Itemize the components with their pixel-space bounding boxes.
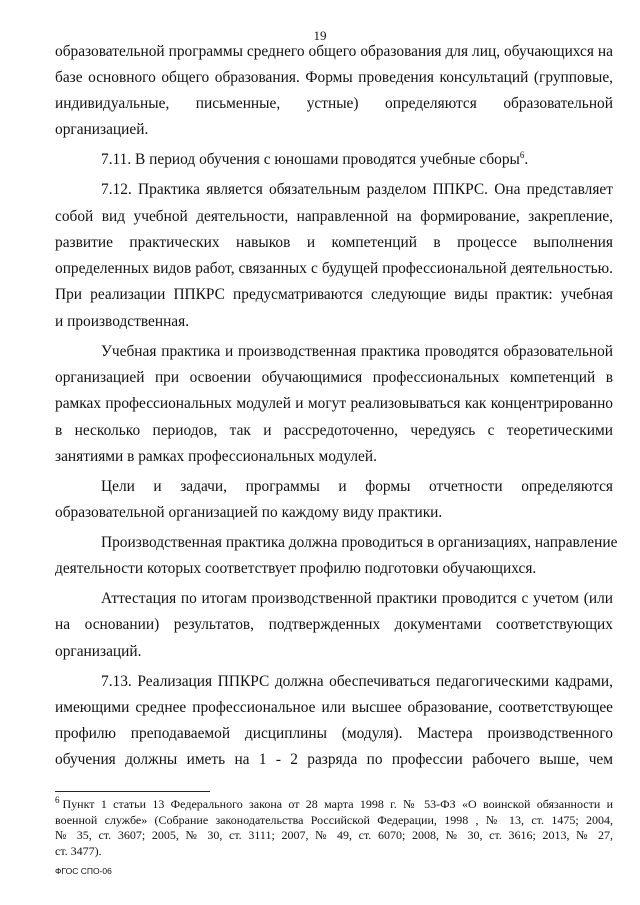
line-text: 7.12. Практика является обязательным разделом ППКРС. Она представляет [101,181,613,199]
document-body [55,35,618,774]
text-line [55,117,613,143]
text-line [55,721,613,747]
text-line [55,391,613,417]
paragraph [55,339,613,470]
line-text: образовательной организацией по каждому виду практики. [55,504,443,522]
text-line [55,586,613,612]
line-text: Цели и задачи, программы и формы отчетности определяются [101,477,613,495]
footnote-text: ст. 3477). [55,843,102,858]
footnote-line [55,828,613,844]
text-line [55,500,613,526]
line-text: 7.13. Реализация ППКРС должна обеспечиваться педагогическими кадрами, [101,672,613,690]
footnote-line [55,813,613,829]
line-text: профилю преподаваемой дисциплины (модуля). Мастера производственного [55,725,613,743]
text-line [55,204,613,230]
text-line [55,309,613,335]
paragraph [55,586,613,665]
line-text: Производственная практика должна проводиться в организациях, направление [101,533,618,551]
paragraph [55,474,613,527]
line-text: и производственная. [55,312,190,330]
line-text: 7.11. В период обучения с юношами проводятся учебные сборы [101,151,520,169]
text-line [55,91,613,117]
document-stamp: ФГОС СПО-06 [55,866,112,876]
text-line [55,474,613,500]
text-line [55,39,613,65]
text-line [55,695,613,721]
footnote-text: Пункт 1 статьи 13 Федерального закона от 28 марта 1998 г. № 53-ФЗ «О воинской обязанности и [62,797,613,811]
text-line [55,230,613,256]
footnote-number: 6 [55,795,60,805]
text-line [55,612,613,638]
line-text: обучения должны иметь на 1 - 2 разряда по профессии рабочего выше, чем [55,751,613,769]
text-line [55,147,613,173]
paragraph [55,39,613,144]
line-text: При реализации ППКРС предусматриваются следующие виды практик: учебная [55,286,613,304]
footnote-line [55,844,613,860]
footnote-reference[interactable]: 6 [519,150,525,161]
line-text: собой вид учебной деятельности, направленной на формирование, закрепление, [55,207,613,225]
line-text: определенных видов работ, связанных с будущей профессиональной деятельностью. [55,260,613,278]
line-text: индивидуальные, письменные, устные) определяются образовательной [55,95,613,113]
paragraph [55,669,613,774]
line-text: . [524,151,529,169]
page-number: 19 [313,28,327,43]
footnote-divider [55,791,210,792]
footnote-line [55,797,613,813]
paragraph [55,177,613,335]
text-line [55,177,613,203]
line-text: в несколько периодов, так и рассредоточенно, чередуясь с теоретическими [55,421,613,439]
line-text: рамках профессиональных модулей и могут реализовываться как концентрированно [55,395,613,413]
line-text: занятиями в рамках профессиональных модулей. [55,447,377,465]
text-line [55,365,613,391]
text-line [55,444,613,470]
paragraph [55,530,618,583]
line-text: базе основного общего образования. Формы проведения консультаций (групповые, [55,68,613,86]
text-line [55,639,613,665]
text-line [55,282,613,308]
line-text: Аттестация по итогам производственной практики проводится с учетом (или [101,590,613,608]
line-text: деятельности которых соответствует профилю подготовки обучающихся. [55,560,537,578]
line-text: образовательной программы среднего общего образования для лиц, обучающихся на [55,42,613,60]
text-line [55,747,613,773]
paragraph [55,147,613,173]
footnote-text: № 35, ст. 3607; 2005, № 30, ст. 3111; 2007, № 49, ст. 6070; 2008, № 30, ст. 3616; 2013, № 27, [55,828,613,843]
line-text: на основании) результатов, подтвержденных документами соответствующих [55,616,613,634]
text-line [55,65,613,91]
line-text: организаций. [55,642,142,660]
text-line [55,530,618,556]
line-text: Учебная практика и производственная практика проводятся образовательной [101,342,613,360]
text-line [55,556,613,582]
text-line [55,339,613,365]
text-line [55,669,613,695]
line-text: развитие практических навыков и компетенций в процессе выполнения [55,233,613,251]
footnote [55,797,613,859]
text-line [55,418,613,444]
line-text: организацией при освоении обучающимися профессиональных компетенций в [55,368,613,386]
footnote-text: военной службе» (Собрание законодательства Российской Федерации, 1998 , № 13, ст. 1475; 2004, [55,812,613,827]
text-line [55,256,613,282]
line-text: организацией. [55,121,149,139]
line-text: имеющими среднее профессиональное или высшее образование, соответствующее [55,698,613,716]
